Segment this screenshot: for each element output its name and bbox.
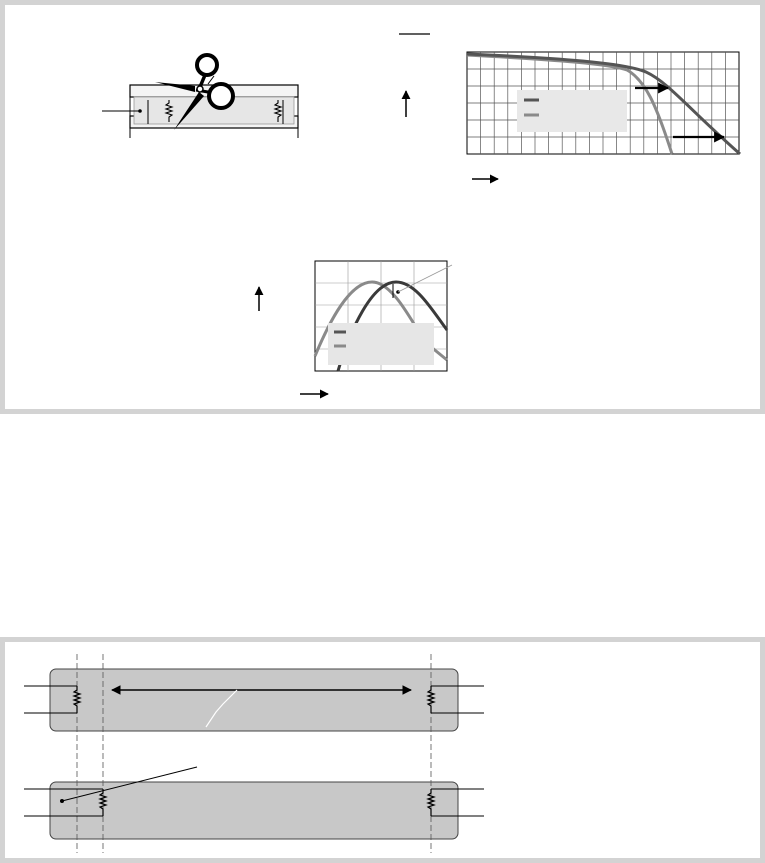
chart-legend [517,90,627,132]
strip-diagram [24,654,484,853]
lower-strip [50,782,458,839]
upper-strip [50,669,458,731]
chart-top-right [467,52,740,154]
chart-middle [315,261,452,371]
chart-legend [328,323,434,365]
